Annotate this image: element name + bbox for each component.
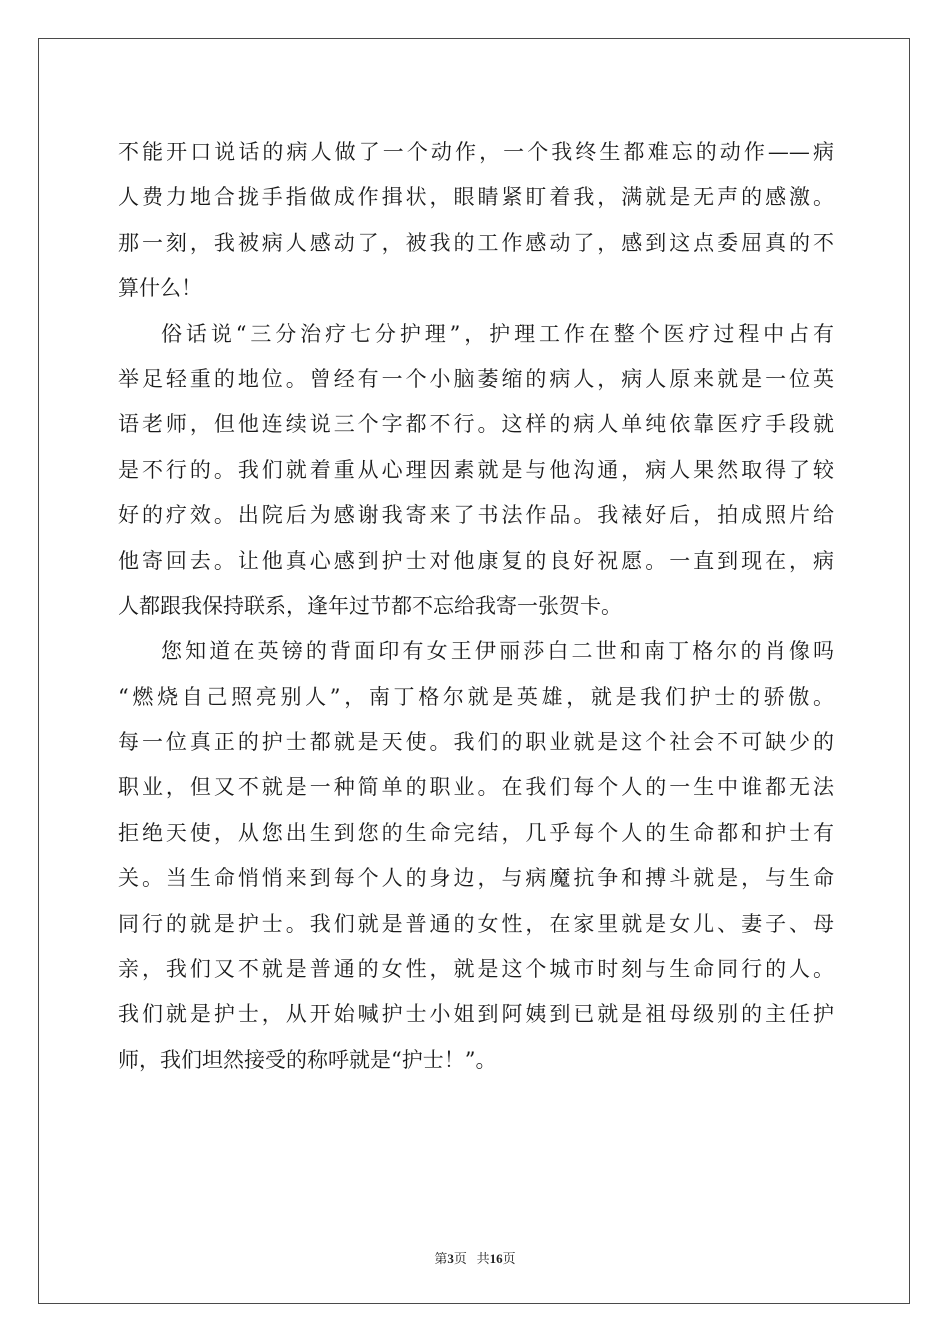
text-line: 算什么！ [118,276,202,301]
text-line: 师，我们坦然接受的称呼就是“护士！”。 [118,1047,497,1072]
text-line: 每一位真正的护士都就是天使。我们的职业就是这个社会不可缺少的 [118,730,834,755]
text-line: 我们就是护士，从开始喊护士小姐到阿姨到已就是祖母级别的主任护 [118,1002,834,1027]
page-footer [0,1248,950,1267]
current-page-number: 3 [447,1251,454,1266]
paragraph [118,130,834,312]
text-line: 拒绝天使，从您出生到您的生命完结，几乎每个人的生命都和护士有 [118,820,834,845]
text-line: 那一刻，我被病人感动了，被我的工作感动了，感到这点委屈真的不 [118,230,834,255]
text-line: 同行的就是护士。我们就是普通的女性，在家里就是女儿、妻子、母 [118,911,834,936]
total-pages-number: 16 [489,1251,503,1266]
footer-page-suffix: 页 [453,1251,467,1266]
text-line: 人费力地合拢手指做成作揖状，眼睛紧盯着我，满就是无声的感激。 [118,185,834,210]
footer-prefix: 第 [434,1251,448,1266]
text-line: 不能开口说话的病人做了一个动作，一个我终生都难忘的动作——病 [118,140,834,164]
text-line: “燃烧自己照亮别人”，南丁格尔就是英雄，就是我们护士的骄傲。 [118,684,834,709]
footer-total-suffix: 页 [502,1251,516,1266]
paragraph [118,312,834,630]
text-line: 语老师，但他连续说三个字都不行。这样的病人单纯依靠医疗手段就 [118,412,834,437]
text-line: 您知道在英镑的背面印有女王伊丽莎白二世和南丁格尔的肖像吗 [161,639,834,664]
text-line: 举足轻重的地位。曾经有一个小脑萎缩的病人，病人原来就是一位英 [118,366,834,391]
text-line: 人都跟我保持联系，逢年过节都不忘给我寄一张贺卡。 [118,593,622,618]
paragraph [118,629,834,1083]
text-line: 职业，但又不就是一种简单的职业。在我们每个人的一生中谁都无法 [118,775,834,800]
text-line: 亲，我们又不就是普通的女性，就是这个城市时刻与生命同行的人。 [118,957,834,982]
footer-total-prefix: 共 [476,1251,490,1266]
text-line: 他寄回去。让他真心感到护士对他康复的良好祝愿。一直到现在，病 [118,548,834,573]
text-line: 好的疗效。出院后为感谢我寄来了书法作品。我裱好后，拍成照片给 [118,503,834,528]
text-line: 俗话说“三分治疗七分护理”，护理工作在整个医疗过程中占有 [161,321,834,346]
document-body [118,130,834,1083]
text-line: 是不行的。我们就着重从心理因素就是与他沟通，病人果然取得了较 [118,457,834,482]
text-line: 关。当生命悄悄来到每个人的身边，与病魔抗争和搏斗就是，与生命 [118,866,834,891]
